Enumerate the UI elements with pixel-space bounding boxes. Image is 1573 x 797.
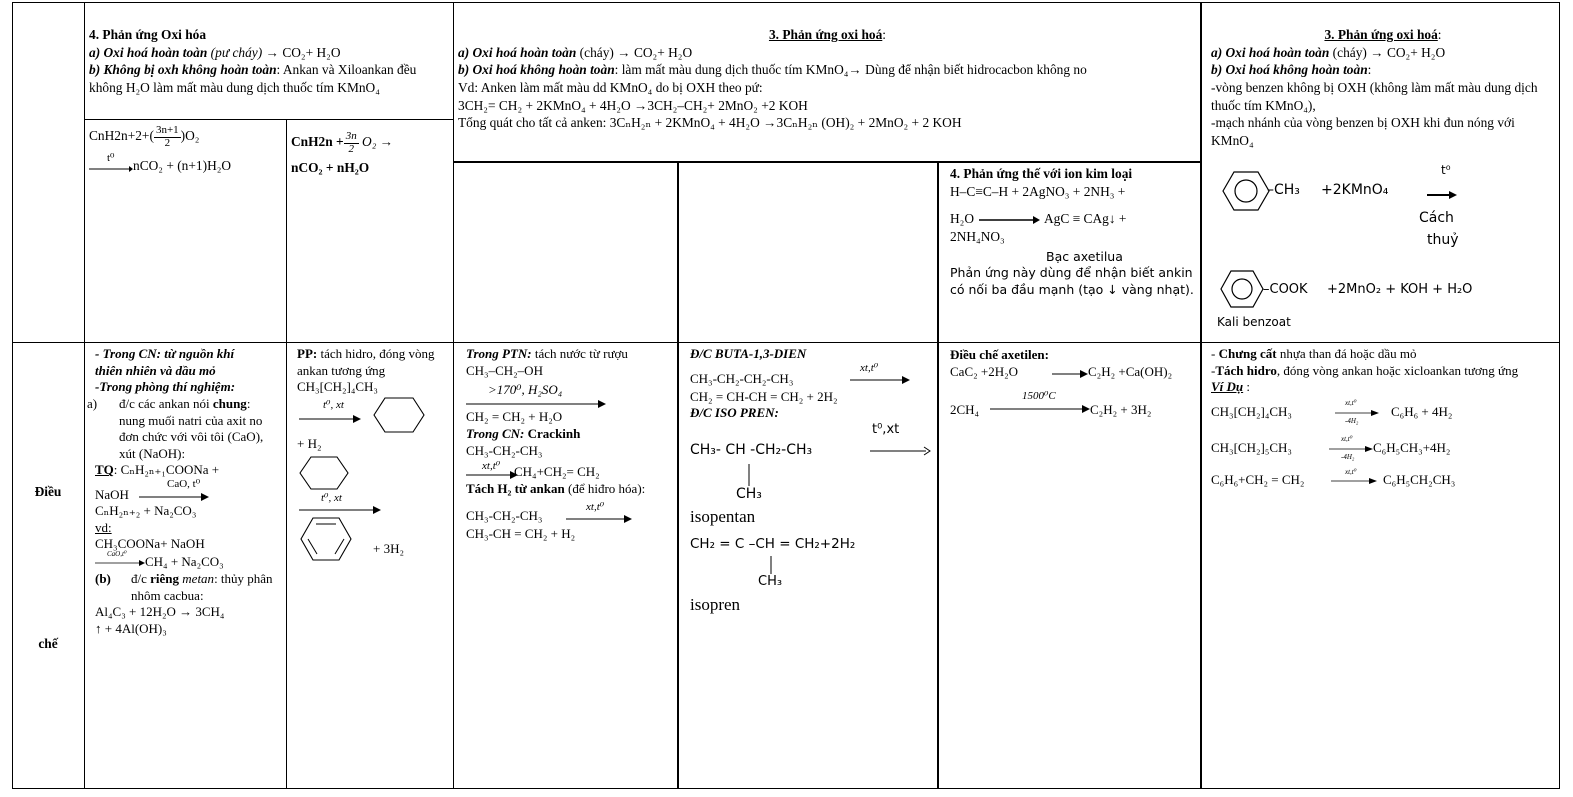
alkene-ox-heading: 3. Phản ứng oxi hoá [768, 27, 883, 42]
eq2-frac [344, 131, 359, 155]
prep-arene-l2 [1211, 363, 1547, 380]
prep-cyclo-arrow2 [299, 505, 381, 515]
prep-alkane-vd-line [95, 549, 282, 571]
isopentan-cond: t⁰,xt [872, 421, 900, 437]
eq1-frac-den: 2 [164, 136, 171, 149]
alkene-combustion-eq2 [286, 119, 454, 343]
prep-alkene-ptn-label: Trong PTN: [466, 346, 532, 361]
arene-ox-a-label: a) Oxi hoá hoàn toàn [1211, 44, 1330, 60]
chemistry-table [12, 2, 1560, 789]
prep-arene-vd-colon: : [1243, 379, 1251, 395]
prep-cyclo-pp [297, 346, 447, 379]
isopentan-structure [690, 421, 934, 526]
eq1-line [89, 125, 282, 149]
prep-arene-eq1 [1211, 398, 1555, 432]
prep-arene [1200, 342, 1560, 789]
alkane-ox-b-text: : Ankan và Xiloankan đều không H₂O làm mất màu dung dịch thuốc tím KMnO₄ [89, 62, 417, 96]
alkyne-eq1: H–C≡C–H + 2AgNO₃ + 2NH₃ + [950, 183, 1126, 199]
arene-ox-b-label: b) Oxi hoá không hoàn toàn [1211, 62, 1368, 78]
cyclohexane-icon [371, 396, 431, 434]
prep-arene-arrow2 [1329, 445, 1373, 453]
prep-alkene-cond3: xt,t⁰ [586, 500, 605, 513]
prep-arene-eq3 [1211, 468, 1555, 492]
prep-alkene-eq3: CH₃-CH₂-CH₃ [466, 507, 543, 523]
prep-alkene-tach-text: (để hiđro hóa): [568, 481, 646, 497]
toluene-ch3: –CH₃ [1267, 182, 1300, 198]
toluene-cond1: Cách [1419, 210, 1454, 226]
prep-alkane-b-bold: riêng [150, 570, 180, 586]
alkene-oxidation [453, 2, 1202, 163]
arene-ox-line2: -mạch nhánh của vòng benzen bị OXH khi đun nóng với KMnO₄ [1211, 115, 1515, 149]
prep-arene-vd [1211, 379, 1555, 396]
prep-cyclo-h2: + H₂ [297, 435, 322, 451]
prep-arene-l2-bold: Tách hidro [1215, 362, 1277, 378]
prep-acetylene-title: Điều chế axetilen: [950, 347, 1049, 362]
prep-arene-vd-label: Ví Dụ [1211, 379, 1244, 395]
row-label-line1: Điều [34, 484, 62, 499]
prep-alkane-a-text1: đ/c các ankan nói [119, 395, 210, 411]
prep-alkene-arrow3 [566, 514, 632, 524]
prep-alkane-vd-cond: CaO,t⁰ [107, 549, 127, 558]
prep-alkane-p2: -Trong phòng thí nghiệm: [95, 379, 236, 395]
prep-alkane-tq-label: TQ [95, 462, 114, 478]
benzoate-reaction [1209, 265, 1549, 337]
prep-alkane-b-marker: (b) [95, 570, 111, 586]
alkane-ox-a [89, 44, 449, 62]
prep-alkene-ptn-text: tách nước từ rượu [534, 346, 628, 361]
row-label-line2: chế [38, 636, 58, 651]
prep-alkane-naoh [95, 478, 282, 503]
isopentan-branch: CH₃ [736, 485, 762, 502]
prep-alkene-cn [466, 426, 674, 443]
prep-arene-l1 [1211, 346, 1555, 363]
empty-cell-2 [677, 161, 939, 343]
prep-diene-arrow1 [850, 375, 910, 385]
prep-acetylene-eq2-right: C₂H₂ + 3H₂ [1090, 402, 1152, 418]
prep-alkene-step2 [466, 459, 674, 481]
prep-cyclo-step2 [297, 491, 449, 515]
prep-alkene-cn-bold: Crackinh [527, 425, 581, 441]
alkane-ox-heading: 4. Phản ứng Oxi hóa [89, 27, 207, 42]
isopren-structure [690, 536, 934, 616]
alkyne-product-name: Bạc axetilua [1046, 248, 1123, 264]
prep-diene-h2: Đ/C ISO PREN: [690, 405, 779, 421]
arene-ox-colon: : [1437, 27, 1442, 42]
prep-acetylene-eq2 [950, 391, 1197, 419]
prep-arene-eq1-cond-bot: -4H₂ [1345, 416, 1359, 425]
prep-arene-eq2-prod: C₆H₅CH₃+4H₂ [1373, 439, 1451, 455]
prep-alkane-naoh-text: NaOH [95, 487, 129, 502]
prep-acetylene-eq1-left: CaC₂ +2H₂O [950, 364, 1019, 380]
prep-alkene-eq1-prod: CH₂ = CH₂ + H₂O [466, 409, 563, 425]
prep-alkene-eq2: CH₃-CH₂-CH₃ [466, 442, 543, 458]
isopentan-bond [747, 464, 751, 486]
prep-diene [677, 342, 939, 789]
arene-ox-b-colon: : [1367, 62, 1372, 78]
prep-cycloalkane [286, 342, 454, 789]
alkyne-note: Phản ứng này dùng để nhận biết ankin có nối ba đầu mạnh (tạo ↓ vàng nhạt). [950, 265, 1194, 297]
prep-arene-eq2-left: CH₃[CH₂]₅CH₃ [1211, 439, 1292, 455]
prep-cyclo-pp-label: PP: [297, 346, 318, 361]
prep-alkane-a-bold: chung [212, 395, 247, 411]
arene-ox-a [1211, 44, 1555, 62]
prep-arene-eq2-cond-top: xt,t⁰ [1341, 434, 1353, 443]
isopren-bond [769, 556, 773, 574]
prep-alkene-cond2: xt,t⁰ [482, 460, 501, 473]
prep-cyclo-cond1: t⁰, xt [323, 398, 344, 411]
eq2-plus: + [336, 134, 344, 150]
benzoate-products: +2MnO₂ + KOH + H₂O [1327, 282, 1473, 297]
prep-alkene-eq1: CH₃–CH₂–OH [466, 362, 543, 378]
isopren-branch: CH₃ [758, 573, 783, 589]
alkene-ox-b-text: : làm mất màu dung dịch thuốc tím KMnO₄→ Dùng để nhận biết hidrocacbon không no [614, 62, 1087, 78]
eq2-arrow: → [379, 134, 394, 150]
prep-alkane-a-marker: a) [87, 395, 98, 411]
alkene-ox-colon: : [882, 27, 887, 42]
prep-alkene-eq2-prod: CH₄+CH₂= CH₂ [514, 464, 600, 480]
eq2-left: CnH2n [291, 134, 333, 150]
prep-alkane-b-text2: : thủy phân nhôm cacbua: [131, 570, 273, 603]
arene-ox-line1: -vòng benzen không bị OXH (không làm mất màu dung dịch thuốc tím KMnO₄), [1211, 80, 1538, 113]
toluene-arrow [1427, 189, 1457, 201]
alkene-ox-b-label: b) Oxi hoá không hoàn toàn [458, 62, 615, 78]
alkene-ox-heading-row [458, 26, 1197, 44]
alkane-combustion-eq1 [84, 119, 287, 343]
row-label-blank [12, 2, 85, 343]
prep-alkane-cond: CaO, t⁰ [167, 478, 201, 490]
prep-arene-l1-text: nhựa than đá hoặc dầu mỏ [1276, 346, 1417, 361]
prep-arene-eq3-prod: C₆H₅CH₂CH₃ [1383, 471, 1456, 487]
alkene-ox-a-text: (cháy) → CO₂+ H₂O [579, 44, 693, 60]
isopren-name: isopren [690, 594, 741, 614]
prep-alkane-vd: vd: [95, 519, 112, 535]
benzene-kekule-icon [297, 515, 357, 563]
prep-diene-cond1: xt,t⁰ [860, 361, 879, 374]
eq1-frac [154, 125, 181, 149]
eq1-arrow [89, 152, 133, 174]
alkene-ox-vd: Vd: Anken làm mất màu dd KMnO₄ do bị OXH theo pứ: [458, 80, 763, 96]
arene-ox-a-text: (cháy) → CO₂+ H₂O [1332, 44, 1446, 60]
empty-cell-1 [453, 161, 679, 343]
alkyne-ion-reaction [937, 161, 1202, 343]
prep-alkene-step1 [466, 379, 674, 409]
prep-diene-step1 [690, 361, 934, 389]
isopentan-name: isopentan [690, 506, 756, 526]
arene-oxidation [1200, 2, 1560, 343]
alkyne-eq3: 2NH₄NO₃ [950, 229, 1005, 245]
benzoate-name: Kali benzoat [1217, 315, 1291, 329]
alkyne-eq2-right: AgC ≡ CAg↓ + [1043, 211, 1127, 227]
prep-arene-l2-text: , đóng vòng ankan hoặc xicloankan tương ứng [1276, 362, 1519, 378]
prep-arene-arrow1 [1335, 409, 1379, 417]
prep-alkane-eq-a: Al₄C₃ + 12H₂O → 3CH₄ [95, 604, 225, 620]
alkene-ox-eq2: Tổng quát cho tất cả anken: 3CₙH₂ₙ + 2KMnO₄ + 4H₂O →3CₙH₂ₙ (OH)₂ + 2MnO₂ + 2 KOH [458, 115, 962, 131]
eq1-frac-num: 3n+1 [155, 124, 179, 136]
prep-alkene-ptn [466, 346, 666, 363]
prep-alkane [84, 342, 287, 789]
prep-cyclo-formula: CH₃[CH₂]₄CH₃ [297, 379, 378, 395]
prep-arene-l1-pre: - [1211, 346, 1219, 361]
alkene-ox-a-label: a) Oxi hoá hoàn toàn [458, 44, 577, 60]
prep-alkene-cond1: >170⁰, H₂SO₄ [488, 382, 563, 398]
isopentan-arrow [870, 446, 932, 456]
prep-acetylene [937, 342, 1202, 789]
toluene-temp: t⁰ [1441, 163, 1451, 177]
prep-diene-eq1: CH₃-CH₂-CH₂-CH₃ [690, 370, 794, 386]
prep-alkene-eq3-prod: CH₃-CH = CH₂ + H₂ [466, 525, 576, 541]
prep-alkene-tach [466, 481, 671, 498]
eq1-line2 [89, 152, 282, 175]
prep-arene-eq1-cond-top: xt,t⁰ [1345, 398, 1357, 407]
prep-arene-eq2 [1211, 434, 1555, 468]
prep-diene-h1: Đ/C BUTA-1,3-DIEN [690, 346, 807, 361]
alkyne-eq2-left: H₂O [950, 211, 975, 227]
eq1-right: )O₂ [180, 128, 200, 144]
prep-diene-eq1-prod: CH₂ = CH-CH = CH₂ + 2H₂ [690, 388, 838, 404]
alkyne-heading: 4. Phản ứng thế với ion kim loại [950, 166, 1133, 181]
prep-cyclo-arrow1 [299, 414, 361, 424]
alkane-ox-a-paren: (pư cháy) [210, 44, 263, 60]
isopren-main: CH₂ = C –CH = CH₂+2H₂ [690, 535, 856, 552]
alkene-ox-a [458, 44, 1197, 62]
toluene-cond2: thuỷ [1427, 232, 1459, 248]
prep-acetylene-eq1 [950, 363, 1197, 383]
prep-arene-eq1-prod: C₆H₆ + 4H₂ [1391, 403, 1453, 419]
prep-cyclo-pp-text: tách hidro, đóng vòng ankan tương ứng [297, 346, 435, 378]
prep-alkene-step3 [466, 500, 674, 526]
alkene-ox-eq1: 3CH₂= CH₂ + 2KMnO₄ + 4H₂O →3CH₂–CH₂+ 2MnO₂ +2 KOH [458, 97, 808, 113]
prep-alkane-b-text1: đ/c [131, 570, 147, 586]
prep-arene-eq2-cond-bot: -4H₂ [1341, 452, 1355, 461]
eq2-line [291, 131, 449, 155]
prep-alkene-arrow1 [466, 399, 606, 409]
alkene-ox-b [458, 61, 1197, 79]
eq2-o2: O₂ [362, 134, 377, 150]
prep-alkane-vd-prod: CH₄ + Na₂CO₃ [145, 553, 224, 569]
arene-ox-heading: 3. Phản ứng oxi hoá [1324, 27, 1438, 42]
prep-alkane-a-text2: : nung muối natri của axit no đơn chức với vôi tôi (CaO), xút (NaOH): [119, 395, 264, 461]
prep-alkane-tq-text: : CₙH₂ₙ₊₁COONa + [113, 462, 220, 478]
prep-arene-l2-pre: - [1211, 362, 1216, 378]
eq1-products: nCO₂ + (n+1)H₂O [133, 158, 232, 174]
prep-alkene-cn-label: Trong CN: [466, 425, 525, 441]
toluene-reaction [1209, 165, 1549, 255]
prep-alkene-tach-label: Tách H₂ từ ankan [466, 481, 565, 497]
prep-alkene-arrow2 [466, 470, 518, 480]
prep-cyclo-h3: + 3H₂ [373, 540, 405, 556]
alkane-oxidation-header [84, 2, 454, 121]
eq1-arrow-label: t⁰ [107, 152, 115, 165]
prep-arene-arrow3 [1331, 477, 1377, 485]
alkane-ox-b [89, 61, 449, 96]
alkane-ox-a-label: a) Oxi hoá hoàn toàn [89, 44, 208, 60]
eq2-frac-num: 3n [345, 130, 357, 142]
toluene-kmno4: +2KMnO₄ [1321, 182, 1389, 198]
prep-alkane-b-ital: metan [182, 570, 215, 586]
row-label-dieu-che [12, 342, 85, 789]
prep-arene-eq3-cond: xt,t⁰ [1345, 467, 1357, 476]
prep-acetylene-arrow1 [1052, 369, 1088, 379]
alkane-ox-a-products: → CO₂+ H₂O [265, 44, 341, 60]
prep-arene-eq3-left: C₆H₆+CH₂ = CH₂ [1211, 471, 1305, 487]
prep-acetylene-arrow2 [990, 404, 1090, 414]
prep-cyclo-cond2: t⁰, xt [321, 491, 342, 504]
prep-alkane-b [95, 571, 281, 604]
prep-arene-l1-bold: Chưng cất [1218, 346, 1277, 361]
alkyne-arrow [977, 214, 1041, 226]
eq2-products: nCO₂ + nH₂O [291, 160, 370, 176]
arene-ox-heading-row [1211, 26, 1555, 44]
prep-alkane-arrow [139, 492, 209, 502]
eq1-left: CnH2n+2+( [89, 128, 154, 144]
prep-acetylene-eq2-left: 2CH₄ [950, 402, 980, 418]
prep-alkene [453, 342, 679, 789]
alkane-ox-b-label: b) Không bị oxh không hoàn toàn [89, 62, 277, 78]
cyclohexane-icon-2 [297, 455, 353, 491]
isopentan-main: CH₃- CH -CH₂-CH₃ [690, 441, 813, 458]
eq2-frac-den: 2 [348, 142, 354, 155]
prep-alkane-p1: - Trong CN: từ nguồn khí thiên nhiên và dầu mỏ [95, 346, 235, 378]
prep-alkane-vd-eq: CH₃COONa+ NaOH [95, 536, 205, 552]
prep-alkane-vd-arrow [95, 558, 145, 568]
prep-cyclo-step1 [297, 396, 449, 436]
prep-arene-eq1-left: CH₃[CH₂]₄CH₃ [1211, 403, 1292, 419]
benzoate-cook: –COOK [1263, 282, 1308, 297]
arene-ox-b [1211, 61, 1555, 79]
prep-alkane-prod: CₙH₂ₙ₊₂ + Na₂CO₃ [95, 503, 197, 518]
prep-acetylene-eq1-right: C₂H₂ +Ca(OH)₂ [1088, 364, 1173, 380]
alkyne-eq2 [950, 210, 1197, 228]
prep-acetylene-cond: 1500⁰C [1022, 390, 1056, 403]
prep-alkane-eq-b: ↑ + 4Al(OH)₃ [95, 620, 167, 636]
prep-alkane-a [87, 395, 279, 463]
prep-cyclo-benzene [297, 515, 449, 565]
